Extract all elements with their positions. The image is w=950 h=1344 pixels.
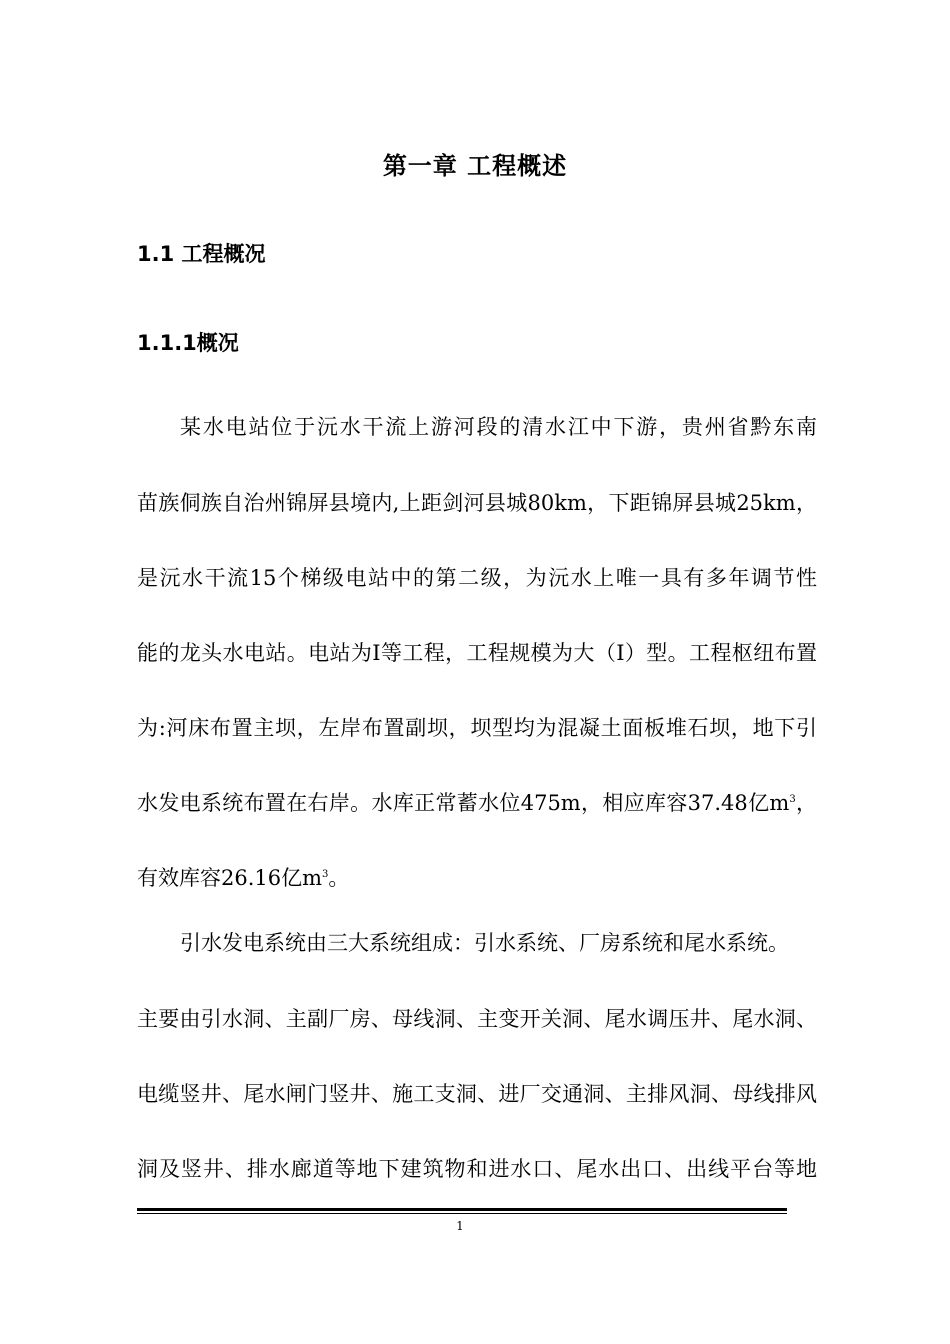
paragraph-1-line-7-tail: 。 [328,866,350,890]
footer-rule-thick [137,1208,787,1211]
paragraph-1-line-3: 是沅水干流15个梯级电站中的第二级，为沅水上唯一具有多年调节性 [137,566,817,590]
paragraph-1-line-6-text: 水发电系统布置在右岸。水库正常蓄水位475m，相应库容37.48亿m [137,791,790,815]
paragraph-1-line-7 [137,864,817,892]
paragraph-2-line-3: 电缆竖井、尾水闸门竖井、施工支洞、进厂交通洞、主排风洞、母线排风 [137,1082,817,1106]
page-number: 1 [456,1219,464,1233]
paragraph-1-line-6-tail: ， [795,791,818,815]
paragraph-2-line-1: 引水发电系统由三大系统组成：引水系统、厂房系统和尾水系统。 [180,931,789,955]
paragraph-1-line-6 [137,789,817,817]
paragraph-1-line-4: 能的龙头水电站。电站为I等工程，工程规模为大（I）型。工程枢纽布置 [137,641,817,665]
section-heading-1-1-1: 1.1.1概况 [137,331,239,355]
paragraph-2-line-4: 洞及竖井、排水廊道等地下建筑物和进水口、尾水出口、出线平台等地 [137,1157,817,1181]
section-heading-1-1: 1.1 工程概况 [137,242,266,266]
cubic-superscript: 3 [322,869,329,880]
paragraph-2-line-2: 主要由引水洞、主副厂房、母线洞、主变开关洞、尾水调压井、尾水洞、 [137,1007,817,1031]
paragraph-1-line-1: 某水电站位于沅水干流上游河段的清水江中下游，贵州省黔东南 [180,415,817,439]
cubic-superscript: 3 [789,794,796,805]
footer-rule-thin [137,1213,787,1214]
paragraph-1-line-5: 为:河床布置主坝，左岸布置副坝，坝型均为混凝土面板堆石坝，地下引 [137,716,817,740]
paragraph-1-line-7-text: 有效库容26.16亿m [137,866,323,890]
paragraph-1-line-2: 苗族侗族自治州锦屏县境内,上距剑河县城80km，下距锦屏县城25km， [137,491,817,515]
chapter-title: 第一章 工程概述 [382,152,568,180]
